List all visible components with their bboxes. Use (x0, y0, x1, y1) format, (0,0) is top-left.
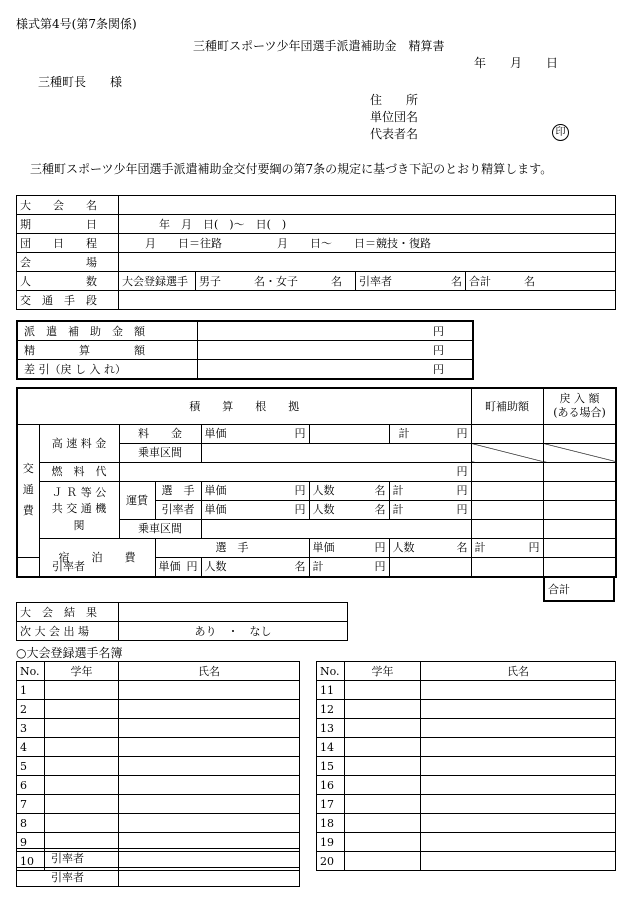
difference-label: 差 引（戻 し 入 れ） (17, 360, 197, 380)
roster-name-field[interactable] (421, 852, 616, 871)
event-name-field[interactable] (119, 196, 616, 215)
table-row (317, 814, 616, 833)
rep-label: 代表者名 (370, 127, 419, 141)
roster-table-right (316, 661, 616, 871)
table-row (17, 814, 300, 833)
roster-name-field[interactable] (119, 719, 300, 738)
breakdown-header-row (17, 388, 616, 424)
kotsu-char-3: 費 (22, 503, 34, 517)
roster-grade-field[interactable] (45, 814, 119, 833)
leader-count-label: 引率者 (359, 274, 392, 288)
roster-name-field[interactable] (421, 795, 616, 814)
people-label: 人数 (312, 503, 335, 516)
roster-number: 20 (317, 852, 345, 871)
fare-leader-total-field[interactable] (389, 500, 471, 519)
jr-line-2: 共 交 通 機 (51, 502, 107, 516)
settlement-amount-row (17, 341, 473, 360)
lodging-player-town-field[interactable] (543, 538, 616, 557)
roster-number: 4 (17, 738, 45, 757)
roster-number: 16 (317, 776, 345, 795)
jr-section-town-field[interactable] (471, 519, 543, 538)
roster-grade-field[interactable] (345, 833, 421, 852)
fare-leader-refund-field[interactable] (543, 500, 616, 519)
roster-number: 17 (317, 795, 345, 814)
event-transport-field[interactable] (119, 291, 616, 310)
highway-fee-label: 高 速 料 金 (39, 424, 119, 462)
yen-unit: 円 (186, 560, 198, 573)
fuel-row (17, 462, 616, 481)
fare-player-people-field[interactable] (309, 481, 389, 500)
roster-name-field[interactable] (421, 719, 616, 738)
table-row (317, 776, 616, 795)
roster-grade-header: 学年 (45, 662, 119, 681)
fare-player-town-field[interactable] (471, 481, 543, 500)
table-row (317, 681, 616, 700)
lodging-player-total-field[interactable] (471, 538, 543, 557)
roster-grade-field[interactable] (345, 776, 421, 795)
date-field[interactable]: 年 月 日 (474, 56, 559, 70)
lodging-leader-total-field[interactable] (309, 557, 389, 577)
event-info-table (16, 195, 616, 310)
leader-name-field-2[interactable] (119, 868, 300, 887)
mei-unit: 名 (456, 541, 468, 554)
unit-price-label: 単価 (204, 484, 227, 497)
roster-grade-field[interactable] (45, 681, 119, 700)
grand-total-row (544, 577, 614, 601)
table-row (317, 833, 616, 852)
event-venue-label: 会 場 (17, 253, 119, 272)
roster-grade-field[interactable] (345, 700, 421, 719)
total-label: 計 (312, 560, 324, 573)
kotsu-char-2: 通 (22, 483, 34, 497)
leader-row (17, 868, 300, 887)
fare-player-label: 選 手 (155, 481, 201, 500)
event-period-row (17, 215, 616, 234)
summary-table (16, 320, 474, 380)
roster-name-field[interactable] (421, 814, 616, 833)
yen-unit: 円 (294, 503, 306, 516)
roster-number: 3 (17, 719, 45, 738)
roster-name-field[interactable] (119, 738, 300, 757)
table-row (317, 700, 616, 719)
subsidy-amount-label: 派 遣 補 助 金 額 (17, 321, 197, 341)
fare-leader-people-field[interactable] (309, 500, 389, 519)
mei-unit: 名 (294, 560, 306, 573)
leader-count-unit: 名 (451, 274, 462, 288)
roster-name-field[interactable] (119, 776, 300, 795)
table-row (17, 681, 300, 700)
intro-text: 三種町スポーツ少年団選手派遣補助金交付要綱の第7条の規定に基づき下記のとおり精算します。 (30, 162, 553, 176)
yen-unit: 円 (456, 427, 468, 440)
roster-number: 1 (17, 681, 45, 700)
yen-unit: 円 (294, 427, 306, 440)
roster-number: 14 (317, 738, 345, 757)
roster-table-left (16, 661, 300, 871)
jr-line-1: Ｊ Ｒ 等 公 (51, 485, 107, 499)
roster-header-row (17, 662, 300, 681)
table-row (317, 738, 616, 757)
table-row (317, 719, 616, 738)
people-label: 人数 (312, 484, 335, 497)
refund-header-line2: (ある場合) (553, 406, 606, 420)
lodging-player-price-field[interactable] (309, 538, 389, 557)
highway-unit-price-field[interactable] (201, 424, 309, 443)
roster-grade-field[interactable] (45, 776, 119, 795)
unit-price-label: 単価 (204, 503, 227, 516)
table-row (317, 757, 616, 776)
total-count-field[interactable]: 合計 名 (466, 272, 616, 291)
highway-refund-field[interactable] (543, 424, 616, 443)
roster-grade-field[interactable] (345, 681, 421, 700)
roster-name-field[interactable] (421, 700, 616, 719)
public-transit-label (39, 481, 119, 538)
seal-mark: 印 (552, 124, 569, 141)
difference-row (17, 360, 473, 380)
event-schedule-row (17, 234, 616, 253)
fuel-field[interactable]: 円 (119, 462, 471, 481)
event-transport-row (17, 291, 616, 310)
fare-player-refund-field[interactable] (543, 481, 616, 500)
breakdown-table (16, 387, 617, 578)
yen-unit: 円 (528, 541, 540, 554)
roster-grade-field[interactable] (345, 719, 421, 738)
roster-number: 2 (17, 700, 45, 719)
fuel-label: 燃 料 代 (39, 462, 119, 481)
difference-field[interactable]: 円 (197, 360, 473, 380)
event-transport-label: 交 通 手 段 (17, 291, 119, 310)
event-name-row (17, 196, 616, 215)
roster-grade-field[interactable] (45, 700, 119, 719)
table-row (317, 852, 616, 871)
leader-name-field-1[interactable] (119, 849, 300, 868)
people-label: 人数 (204, 560, 227, 573)
jr-line-3: 関 (73, 518, 85, 532)
fare-label: 運賃 (119, 481, 155, 519)
highway-town-field[interactable] (471, 424, 543, 443)
yen-unit: 円 (374, 560, 386, 573)
roster-number: 9 (17, 833, 45, 852)
lodging-label: 宿 泊 費 (39, 538, 155, 577)
event-schedule-label: 団 日 程 (17, 234, 119, 253)
result-field[interactable] (119, 603, 348, 622)
event-count-label: 人 数 (17, 272, 119, 291)
roster-name-field[interactable] (119, 681, 300, 700)
highway-total-field[interactable] (389, 424, 471, 443)
lodging-leader-price-field[interactable] (155, 557, 201, 577)
highway-section-refund-na (543, 443, 616, 462)
result-row (17, 603, 348, 622)
jr-section-field[interactable] (201, 519, 471, 538)
leaders-table (16, 848, 300, 887)
table-row (17, 757, 300, 776)
lodging-leader-label: 引率者 (17, 557, 119, 577)
fare-player-total-field[interactable] (389, 481, 471, 500)
lodging-player-row (17, 538, 616, 557)
grand-total-table (543, 576, 615, 602)
next-event-field[interactable]: あり ・ なし (119, 622, 348, 641)
roster-header-row (317, 662, 616, 681)
org-label: 単位団名 (370, 110, 419, 124)
refund-header (543, 388, 616, 424)
lodging-leader-people-field[interactable] (201, 557, 309, 577)
roster-number: 7 (17, 795, 45, 814)
document-title: 三種町スポーツ少年団選手派遣補助金 精算書 (193, 39, 445, 53)
yen-unit: 円 (374, 541, 386, 554)
lodging-player-label: 選 手 (155, 538, 309, 557)
roster-number: 18 (317, 814, 345, 833)
unit-price-label: 単価 (158, 560, 181, 573)
fare-leader-label: 引率者 (155, 500, 201, 519)
lodging-leader-town-field[interactable] (389, 557, 471, 577)
event-period-label: 期 日 (17, 215, 119, 234)
address-label: 住 所 (370, 93, 419, 107)
roster-name-field[interactable] (421, 681, 616, 700)
total-label: 計 (398, 427, 410, 440)
total-label: 計 (474, 541, 486, 554)
highway-section-town-na (471, 443, 543, 462)
gender-count-field[interactable]: 男子 名・女子 名 (196, 272, 356, 291)
yen-unit: 円 (456, 484, 468, 497)
form-number: 様式第4号(第7条関係) (16, 17, 137, 31)
event-period-field[interactable]: 年 月 日( )～ 日( ) (119, 215, 616, 234)
result-table (16, 602, 348, 641)
town-subsidy-header: 町補助額 (471, 388, 543, 424)
total-label: 計 (392, 503, 404, 516)
yen-unit: 円 (456, 503, 468, 516)
leader-row (17, 849, 300, 868)
roster-number: 11 (317, 681, 345, 700)
roster-name-field[interactable] (119, 757, 300, 776)
lodging-leader-refund-field[interactable] (471, 557, 543, 577)
event-venue-field[interactable] (119, 253, 616, 272)
highway-blank-field[interactable] (309, 424, 389, 443)
event-venue-row (17, 253, 616, 272)
section-label: 乗車区間 (119, 519, 201, 538)
unit-price-label: 単価 (312, 541, 335, 554)
roster-grade-field[interactable] (345, 852, 421, 871)
unit-price-label: 単価 (204, 427, 227, 440)
leader-label-2: 引率者 (17, 868, 119, 887)
roster-grade-field[interactable] (45, 719, 119, 738)
settlement-amount-field[interactable]: 円 (197, 341, 473, 360)
table-row (17, 776, 300, 795)
mei-unit: 名 (374, 484, 386, 497)
jr-player-row (17, 481, 616, 500)
transport-cost-label (17, 424, 39, 557)
fare-leader-price-field[interactable] (201, 500, 309, 519)
refund-header-line1: 戻 入 額 (559, 391, 600, 405)
subsidy-amount-row (17, 321, 473, 341)
roster-no-header: No. (317, 662, 345, 681)
next-event-row (17, 622, 348, 641)
roster-name-field[interactable] (421, 738, 616, 757)
roster-number: 10 (17, 852, 45, 871)
roster-name-header: 氏名 (119, 662, 300, 681)
fuel-town-field[interactable] (471, 462, 543, 481)
roster-name-field[interactable] (421, 776, 616, 795)
roster-grade-field[interactable] (345, 795, 421, 814)
roster-number: 5 (17, 757, 45, 776)
event-name-label: 大 会 名 (17, 196, 119, 215)
event-count-row (17, 272, 616, 291)
table-row (17, 700, 300, 719)
roster-name-field[interactable] (421, 757, 616, 776)
mei-unit: 名 (374, 503, 386, 516)
registered-players-label: 大会登録選手 (119, 272, 196, 291)
roster-grade-field[interactable] (345, 814, 421, 833)
fare-player-price-field[interactable] (201, 481, 309, 500)
roster-grade-field[interactable] (45, 757, 119, 776)
roster-grade-field[interactable] (45, 795, 119, 814)
table-row (17, 795, 300, 814)
event-schedule-field[interactable]: 月 日＝往路 月 日～ 日＝競技・復路 (119, 234, 616, 253)
roster-name-field[interactable] (119, 795, 300, 814)
settlement-amount-label: 精 算 額 (17, 341, 197, 360)
roster-title: ○大会登録選手名簿 (16, 646, 123, 660)
breakdown-header: 積 算 根 拠 (17, 388, 471, 424)
fuel-refund-field[interactable] (543, 462, 616, 481)
highway-fee-row (17, 424, 616, 443)
fee-label: 料 金 (119, 424, 201, 443)
roster-name-field[interactable] (421, 833, 616, 852)
fare-leader-town-field[interactable] (471, 500, 543, 519)
table-row (317, 795, 616, 814)
roster-name-header: 氏名 (421, 662, 616, 681)
roster-name-field[interactable] (119, 814, 300, 833)
roster-number: 15 (317, 757, 345, 776)
highway-section-field[interactable] (201, 443, 471, 462)
leader-label-1: 引率者 (17, 849, 119, 868)
roster-grade-field[interactable] (345, 757, 421, 776)
table-row (17, 719, 300, 738)
next-event-label: 次 大 会 出 場 (17, 622, 119, 641)
roster-number: 13 (317, 719, 345, 738)
yen-unit: 円 (294, 484, 306, 497)
table-row (17, 738, 300, 757)
roster-number: 12 (317, 700, 345, 719)
roster-no-header: No. (17, 662, 45, 681)
roster-grade-field[interactable] (345, 738, 421, 757)
roster-grade-header: 学年 (345, 662, 421, 681)
people-label: 人数 (392, 541, 415, 554)
roster-number: 8 (17, 814, 45, 833)
section-label: 乗車区間 (119, 443, 201, 462)
jr-section-refund-field[interactable] (543, 519, 616, 538)
total-label: 計 (392, 484, 404, 497)
roster-number: 6 (17, 776, 45, 795)
result-label: 大 会 結 果 (17, 603, 119, 622)
leader-count-field[interactable] (356, 272, 466, 291)
roster-number: 19 (317, 833, 345, 852)
grand-total-field[interactable]: 合計 (544, 577, 614, 601)
kotsu-char-1: 交 (22, 462, 34, 476)
lodging-player-people-field[interactable] (389, 538, 471, 557)
roster-grade-field[interactable] (45, 738, 119, 757)
addressee: 三種町長 様 (38, 75, 123, 89)
roster-name-field[interactable] (119, 700, 300, 719)
subsidy-amount-field[interactable]: 円 (197, 321, 473, 341)
